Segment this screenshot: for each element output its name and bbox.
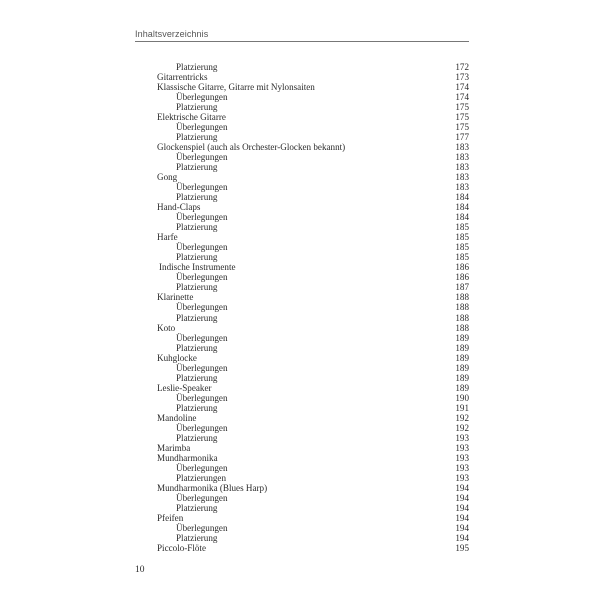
toc-entry xyxy=(0,503,600,513)
toc-page-number: 189 xyxy=(455,332,469,343)
toc-page-number: 194 xyxy=(455,512,469,523)
toc-page-number: 175 xyxy=(455,102,469,113)
toc-page-number: 184 xyxy=(455,192,469,203)
toc-entry xyxy=(0,363,600,373)
toc-entry xyxy=(0,302,600,312)
toc-page-number: 190 xyxy=(455,392,469,403)
toc-page-number: 174 xyxy=(455,82,469,93)
toc-page-number: 186 xyxy=(455,262,469,273)
toc-subentry-title: Überlegungen xyxy=(176,212,228,223)
toc-page-number: 194 xyxy=(455,532,469,543)
toc-page-number: 187 xyxy=(455,282,469,293)
toc-page-number: 183 xyxy=(455,172,469,183)
toc-entry xyxy=(0,72,600,82)
toc-entry xyxy=(0,152,600,162)
toc-page-number: 183 xyxy=(455,152,469,163)
toc-subentry-title: Überlegungen xyxy=(176,522,228,533)
toc-entry xyxy=(0,232,600,242)
toc-entry-title: Harfe xyxy=(157,232,178,243)
toc-subentry-title: Platzierung xyxy=(176,132,218,143)
toc-page-number: 189 xyxy=(455,342,469,353)
toc-entry-title: Koto xyxy=(157,322,176,333)
toc-page-number: 189 xyxy=(455,382,469,393)
toc-subentry-title: Überlegungen xyxy=(176,152,228,163)
toc-page-number: 172 xyxy=(455,62,469,72)
toc-entry xyxy=(0,182,600,192)
toc-subentry-title: Platzierungen xyxy=(176,472,226,483)
toc-page-number: 193 xyxy=(455,442,469,453)
toc-entry xyxy=(0,132,600,142)
toc-subentry-title: Platzierung xyxy=(176,282,218,293)
running-head: Inhaltsverzeichnis xyxy=(135,29,209,39)
toc-entry xyxy=(0,202,600,212)
toc-subentry-title: Überlegungen xyxy=(176,362,228,373)
toc-entry xyxy=(0,122,600,132)
toc-page-number: 177 xyxy=(455,132,469,143)
toc-subentry-title: Platzierung xyxy=(176,102,218,113)
toc-page-number: 184 xyxy=(455,202,469,213)
toc-subentry-title: Überlegungen xyxy=(176,272,228,283)
toc-entry-title: Elektrische Gitarre xyxy=(157,112,226,123)
toc-entry-title: Glockenspiel (auch als Orchester-Glocken bekannt) xyxy=(157,142,346,153)
toc-subentry-title: Überlegungen xyxy=(176,122,228,133)
toc-page-number: 194 xyxy=(455,522,469,533)
toc-entry-title: Klassische Gitarre, Gitarre mit Nylonsaiten xyxy=(157,82,315,93)
toc-subentry-title: Platzierung xyxy=(176,312,218,323)
toc-page-number: 191 xyxy=(455,402,469,413)
toc-entry xyxy=(0,383,600,393)
toc-page-number: 185 xyxy=(455,242,469,253)
toc-subentry-title: Überlegungen xyxy=(176,392,228,403)
toc-page-number: 193 xyxy=(455,432,469,443)
toc-subentry-title: Überlegungen xyxy=(176,492,228,503)
toc-entry-title: Mundharmonika (Blues Harp) xyxy=(157,482,268,493)
toc-subentry-title: Überlegungen xyxy=(176,92,228,103)
toc-entry xyxy=(0,453,600,463)
toc-entry-title: Piccolo-Flöte xyxy=(157,542,206,553)
toc-entry xyxy=(0,92,600,102)
toc-entry xyxy=(0,423,600,433)
toc-page-number: 185 xyxy=(455,232,469,243)
toc-page-number: 189 xyxy=(455,362,469,373)
toc-page-number: 194 xyxy=(455,482,469,493)
toc-entry xyxy=(0,373,600,383)
toc-subentry-title: Platzierung xyxy=(176,502,218,513)
toc-entry xyxy=(0,473,600,483)
toc-entry xyxy=(0,513,600,523)
toc-subentry-title: Platzierung xyxy=(176,372,218,383)
toc-subentry-title: Platzierung xyxy=(176,432,218,443)
toc-page-number: 174 xyxy=(455,92,469,103)
toc-entry-title: Marimba xyxy=(157,442,191,453)
toc-entry xyxy=(0,413,600,423)
toc-entry-title: Mandoline xyxy=(157,412,197,423)
toc-subentry-title: Platzierung xyxy=(176,222,218,233)
toc-entry xyxy=(0,533,600,543)
toc-entry xyxy=(0,272,600,282)
page-number: 10 xyxy=(135,565,145,575)
toc-subentry-title: Platzierung xyxy=(176,162,218,173)
toc-page-number: 186 xyxy=(455,272,469,283)
toc-page-number: 175 xyxy=(455,112,469,123)
toc-subentry-title: Überlegungen xyxy=(176,302,228,313)
toc-page-number: 192 xyxy=(455,412,469,423)
toc-entry xyxy=(0,102,600,112)
toc-page-number: 189 xyxy=(455,372,469,383)
toc-page-number: 188 xyxy=(455,312,469,323)
toc-page-number: 195 xyxy=(455,542,469,553)
toc-entry-title: Kuhglocke xyxy=(157,352,197,363)
toc-entry xyxy=(0,403,600,413)
toc-entry-title: Mundharmonika xyxy=(157,452,218,463)
toc-page-number: 183 xyxy=(455,162,469,173)
toc-entry xyxy=(0,172,600,182)
toc-entry xyxy=(0,353,600,363)
toc-page-number: 192 xyxy=(455,422,469,433)
toc-entry xyxy=(0,62,600,72)
toc-entry-title: Klarinette xyxy=(157,292,194,303)
toc-entry xyxy=(0,443,600,453)
toc-subentry-title: Platzierung xyxy=(176,62,218,72)
toc-entry xyxy=(0,292,600,302)
toc-subentry-title: Platzierung xyxy=(176,342,218,353)
toc-entry-title: Gitarrentricks xyxy=(157,72,208,83)
toc-page-number: 194 xyxy=(455,502,469,513)
toc-entry xyxy=(0,142,600,152)
toc-page-number: 185 xyxy=(455,222,469,233)
toc-entry-title: Gong xyxy=(157,172,178,183)
toc-entry xyxy=(0,262,600,272)
toc-entry xyxy=(0,433,600,443)
toc-page-number: 189 xyxy=(455,352,469,363)
toc-page-number: 193 xyxy=(455,452,469,463)
toc-entry xyxy=(0,393,600,403)
toc-page-number: 183 xyxy=(455,142,469,153)
toc-entry-title: Hand-Claps xyxy=(157,202,201,213)
toc-subentry-title: Überlegungen xyxy=(176,422,228,433)
toc-entry xyxy=(0,483,600,493)
toc-page-number: 173 xyxy=(455,72,469,83)
toc-subentry-title: Überlegungen xyxy=(176,462,228,473)
toc-entry-title: Indische Instrumente xyxy=(159,262,236,273)
toc-entry xyxy=(0,192,600,202)
toc-page-number: 185 xyxy=(455,252,469,263)
toc-entry xyxy=(0,252,600,262)
toc-subentry-title: Platzierung xyxy=(176,192,218,203)
toc-entry xyxy=(0,493,600,503)
toc-entry xyxy=(0,343,600,353)
toc-entry xyxy=(0,222,600,232)
toc-entry xyxy=(0,543,600,553)
toc-subentry-title: Überlegungen xyxy=(176,332,228,343)
toc-page-number: 183 xyxy=(455,182,469,193)
toc-entry xyxy=(0,333,600,343)
toc-page-number: 193 xyxy=(455,472,469,483)
toc-subentry-title: Platzierung xyxy=(176,252,218,263)
toc-page-number: 175 xyxy=(455,122,469,133)
toc-subentry-title: Platzierung xyxy=(176,402,218,413)
toc-entry xyxy=(0,323,600,333)
toc-page-number: 194 xyxy=(455,492,469,503)
toc-entry-title: Pfeifen xyxy=(157,512,184,523)
toc-entry xyxy=(0,212,600,222)
toc-entry xyxy=(0,523,600,533)
toc-subentry-title: Platzierung xyxy=(176,532,218,543)
toc-entry xyxy=(0,242,600,252)
toc-subentry-title: Überlegungen xyxy=(176,182,228,193)
toc-page-number: 188 xyxy=(455,302,469,313)
toc-page-number: 188 xyxy=(455,322,469,333)
toc-entry xyxy=(0,463,600,473)
toc-page-number: 184 xyxy=(455,212,469,223)
toc-entry xyxy=(0,313,600,323)
toc-page-number: 193 xyxy=(455,462,469,473)
toc-entry xyxy=(0,112,600,122)
toc-entry-title: Leslie-Speaker xyxy=(157,382,212,393)
toc-entry xyxy=(0,82,600,92)
toc-subentry-title: Überlegungen xyxy=(176,242,228,253)
toc-page-number: 188 xyxy=(455,292,469,303)
toc-entry xyxy=(0,282,600,292)
toc-entry xyxy=(0,162,600,172)
